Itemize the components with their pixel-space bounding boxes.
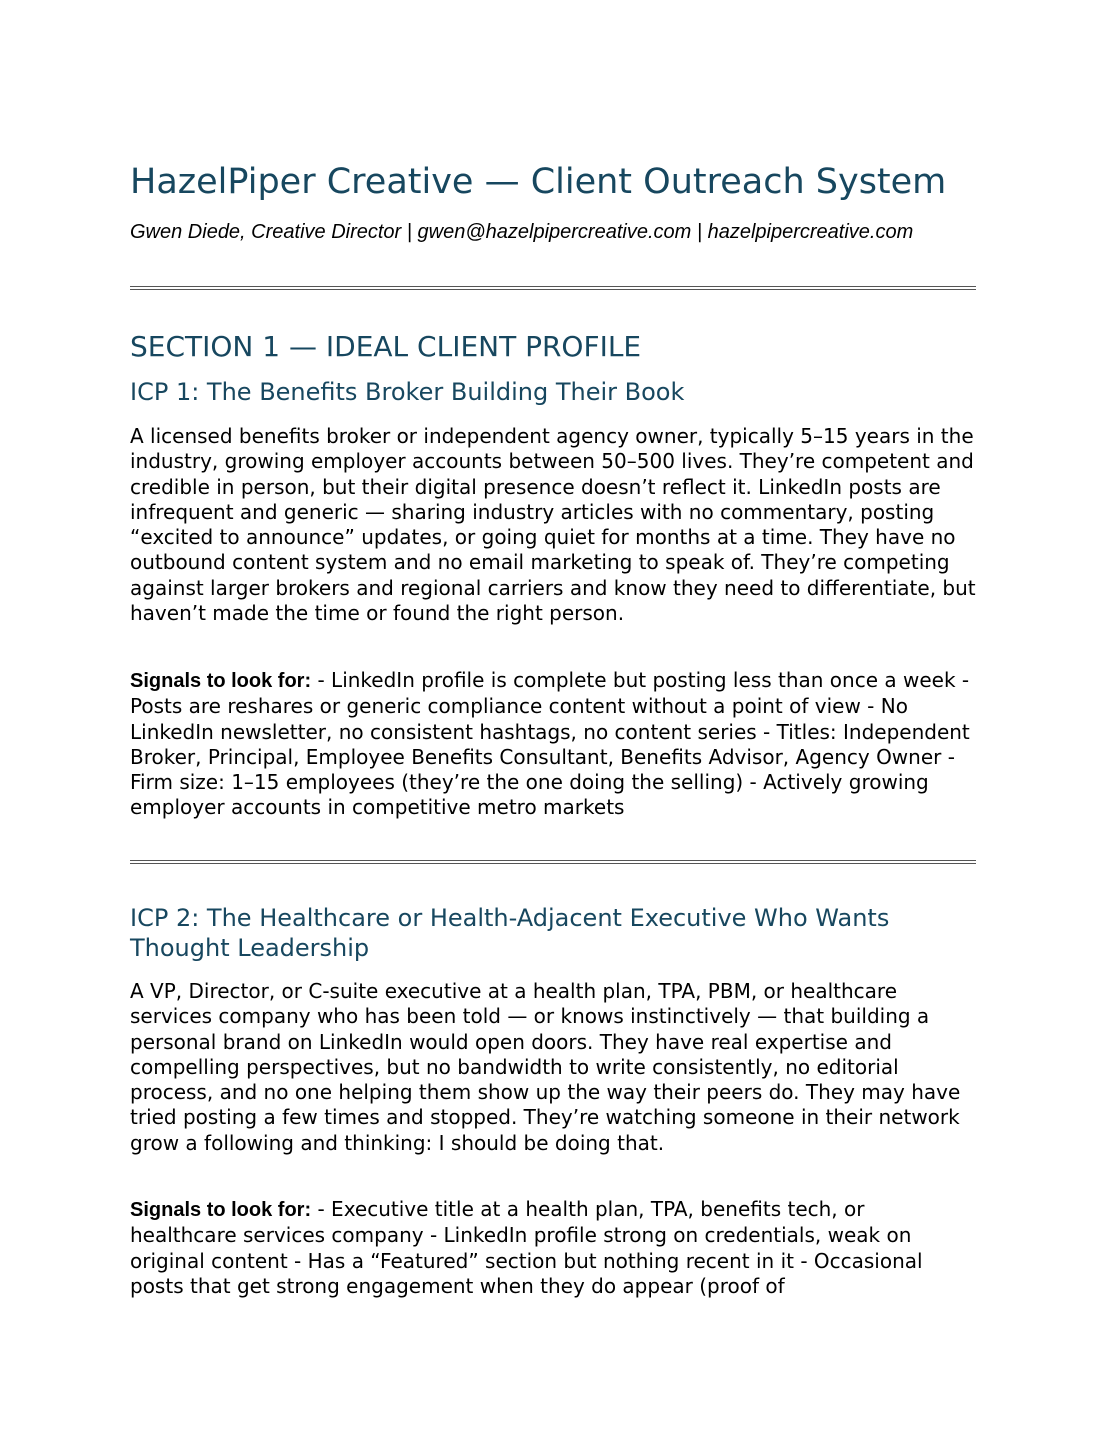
double-divider [130,286,976,290]
section-heading: SECTION 1 — IDEAL CLIENT PROFILE [130,330,642,363]
signals-text: - Executive title at a health plan, TPA, benefits tech, or healthcare services company - LinkedIn profile strong on credentials, weak on original content - Has a “Featured” section but nothing recent in it - Occasional posts that get strong engagement when they do appear (proof of [130,1197,923,1298]
author-byline: Gwen Diede, Creative Director | gwen@hazelpipercreative.com | hazelpipercreative.com [130,221,914,243]
icp1-heading: ICP 1: The Benefits Broker Building Their Book [130,378,685,406]
signals-label: Signals to look for: [130,1199,312,1221]
double-divider [130,860,976,864]
icp2-signals [130,1197,976,1299]
icp1-description: A licensed benefits broker or independent agency owner, typically 5–15 years in the industry, growing employer accounts between 50–500 lives. They’re competent and credible in person, but their digital presence doesn’t reflect it. LinkedIn posts are infrequent and generic — sharing industry articles with no commentary, posting “excited to announce” updates, or going quiet for months at a time. They have no outbound content system and no email marketing to speak of. They’re competing against larger brokers and regional carriers and know they need to differentiate, but haven’t made the time or found the right person. [130,424,976,626]
signals-label: Signals to look for: [130,670,312,692]
icp2-description: A VP, Director, or C-suite executive at a health plan, TPA, PBM, or healthcare services company who has been told — or knows instinctively — that building a personal brand on LinkedIn would open doors. They have real expertise and compelling perspectives, but no bandwidth to write consistently, no editorial process, and no one helping them show up the way their peers do. They may have tried posting a few times and stopped. They’re watching someone in their network grow a following and thinking: I should be doing that. [130,979,961,1155]
signals-text: - LinkedIn profile is complete but posting less than once a week - Posts are reshares or generic compliance content without a point of view - No LinkedIn newsletter, no consistent hashtags, no content series - Titles: Independent Broker, Principal, Employee Benefits Consultant, Benefits Advisor, Agency Owner - Firm size: 1–15 employees (they’re the one doing the selling) - Actively growing employer accounts in competitive metro markets [130,668,970,820]
document-title: HazelPiper Creative — Client Outreach System [130,162,947,202]
icp2-heading: ICP 2: The Healthcare or Health-Adjacent Executive Who Wants Thought Leadership [130,904,890,962]
icp1-signals [130,668,976,821]
